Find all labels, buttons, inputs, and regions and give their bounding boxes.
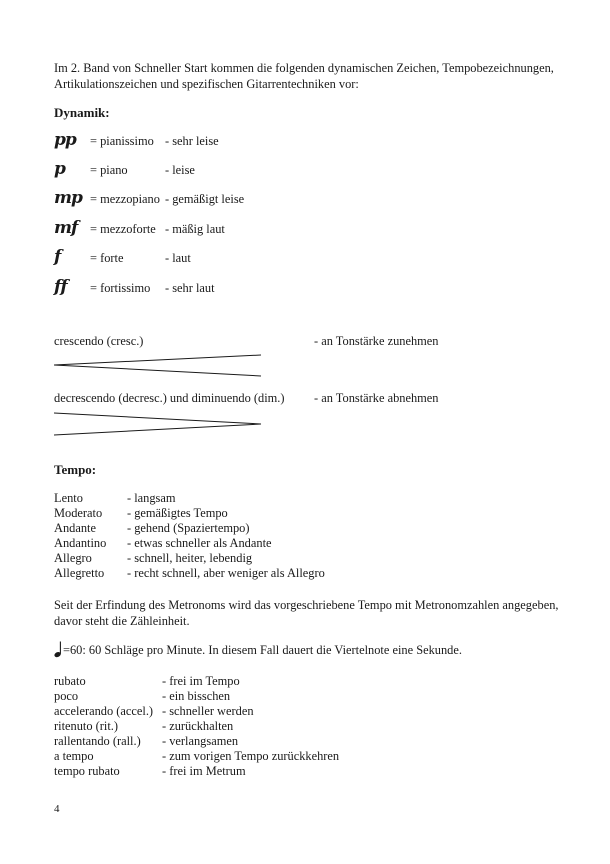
dynamic-symbol-mp: mp: [54, 188, 82, 208]
metronome-paragraph: Seit der Erfindung des Metronoms wird das vorgeschriebene Tempo mit Metronomzahlen angegeben, davor steht die Zähleinheit.: [54, 598, 559, 628]
tempo-description: - gehend (Spaziertempo): [127, 521, 250, 535]
dynamic-name: = piano: [90, 163, 128, 177]
tempo-modifier-term: poco: [54, 689, 79, 703]
dynamic-symbol-pp: pp: [54, 130, 76, 150]
dynamic-name: = fortissimo: [90, 281, 151, 295]
tempo-modifier-description: - verlangsamen: [162, 734, 239, 748]
dynamic-symbol-mf: mf: [54, 218, 78, 238]
page-number: 4: [54, 803, 60, 815]
dynamic-description: - leise: [165, 163, 195, 177]
dynamic-name: = pianissimo: [90, 134, 154, 148]
tempo-modifier-description: - zum vorigen Tempo zurückkehren: [162, 749, 340, 763]
crescendo-hairpin: [54, 352, 264, 382]
tempo-modifier-term: ritenuto (rit.): [54, 719, 118, 733]
tempo-modifier-description: - schneller werden: [162, 704, 254, 718]
tempo-term: Lento: [54, 491, 83, 505]
tempo-modifier-description: - frei im Tempo: [162, 674, 240, 688]
crescendo-description: - an Tonstärke zunehmen: [314, 334, 439, 348]
decrescendo-hairpin: [54, 410, 264, 440]
tempo-modifier-term: rallentando (rall.): [54, 734, 141, 748]
intro-paragraph: Im 2. Band von Schneller Start kommen die folgenden dynamischen Zeichen, Tempobezeichnungen, Artikulationszeichen und spezifischen Gitarrentechniken vor:: [54, 61, 554, 91]
dynamic-name: = mezzopiano: [90, 192, 160, 206]
tempo-description: - etwas schneller als Andante: [127, 536, 272, 550]
quarter-note-icon: [54, 641, 63, 658]
tempo-description: - gemäßigtes Tempo: [127, 506, 228, 520]
tempo-modifier-term: rubato: [54, 674, 86, 688]
tempo-modifier-description: - frei im Metrum: [162, 764, 246, 778]
dynamic-description: - sehr laut: [165, 281, 215, 295]
tempo-modifier-description: - ein bisschen: [162, 689, 231, 703]
metronome-example: [54, 641, 462, 658]
decrescendo-description: - an Tonstärke abnehmen: [314, 391, 439, 405]
dynamic-symbol-f: f: [54, 247, 61, 267]
tempo-description: - schnell, heiter, lebendig: [127, 551, 253, 565]
decrescendo-label: decrescendo (decresc.) und diminuendo (dim.): [54, 391, 285, 405]
dynamic-name: = forte: [90, 251, 124, 265]
tempo-term: Andante: [54, 521, 96, 535]
tempo-modifier-term: a tempo: [54, 749, 94, 763]
tempo-term: Allegretto: [54, 566, 105, 580]
tempo-description: - langsam: [127, 491, 176, 505]
tempo-heading: Tempo:: [54, 462, 97, 477]
dynamics-heading: Dynamik:: [54, 105, 110, 120]
crescendo-label: crescendo (cresc.): [54, 334, 144, 348]
metronome-example-text: =60: 60 Schläge pro Minute. In diesem Fall dauert die Viertelnote eine Sekunde.: [63, 643, 462, 657]
tempo-term: Allegro: [54, 551, 92, 565]
tempo-modifier-term: accelerando (accel.): [54, 704, 154, 718]
tempo-term: Andantino: [54, 536, 107, 550]
dynamic-symbol-ff: ff: [54, 277, 67, 297]
dynamic-description: - sehr leise: [165, 134, 219, 148]
tempo-description: - recht schnell, aber weniger als Allegro: [127, 566, 325, 580]
tempo-modifier-description: - zurückhalten: [162, 719, 234, 733]
dynamic-description: - laut: [165, 251, 191, 265]
tempo-term: Moderato: [54, 506, 103, 520]
dynamic-name: = mezzoforte: [90, 222, 156, 236]
dynamic-description: - gemäßigt leise: [165, 192, 245, 206]
dynamic-description: - mäßig laut: [165, 222, 225, 236]
tempo-modifier-term: tempo rubato: [54, 764, 120, 778]
dynamic-symbol-p: p: [54, 159, 65, 179]
